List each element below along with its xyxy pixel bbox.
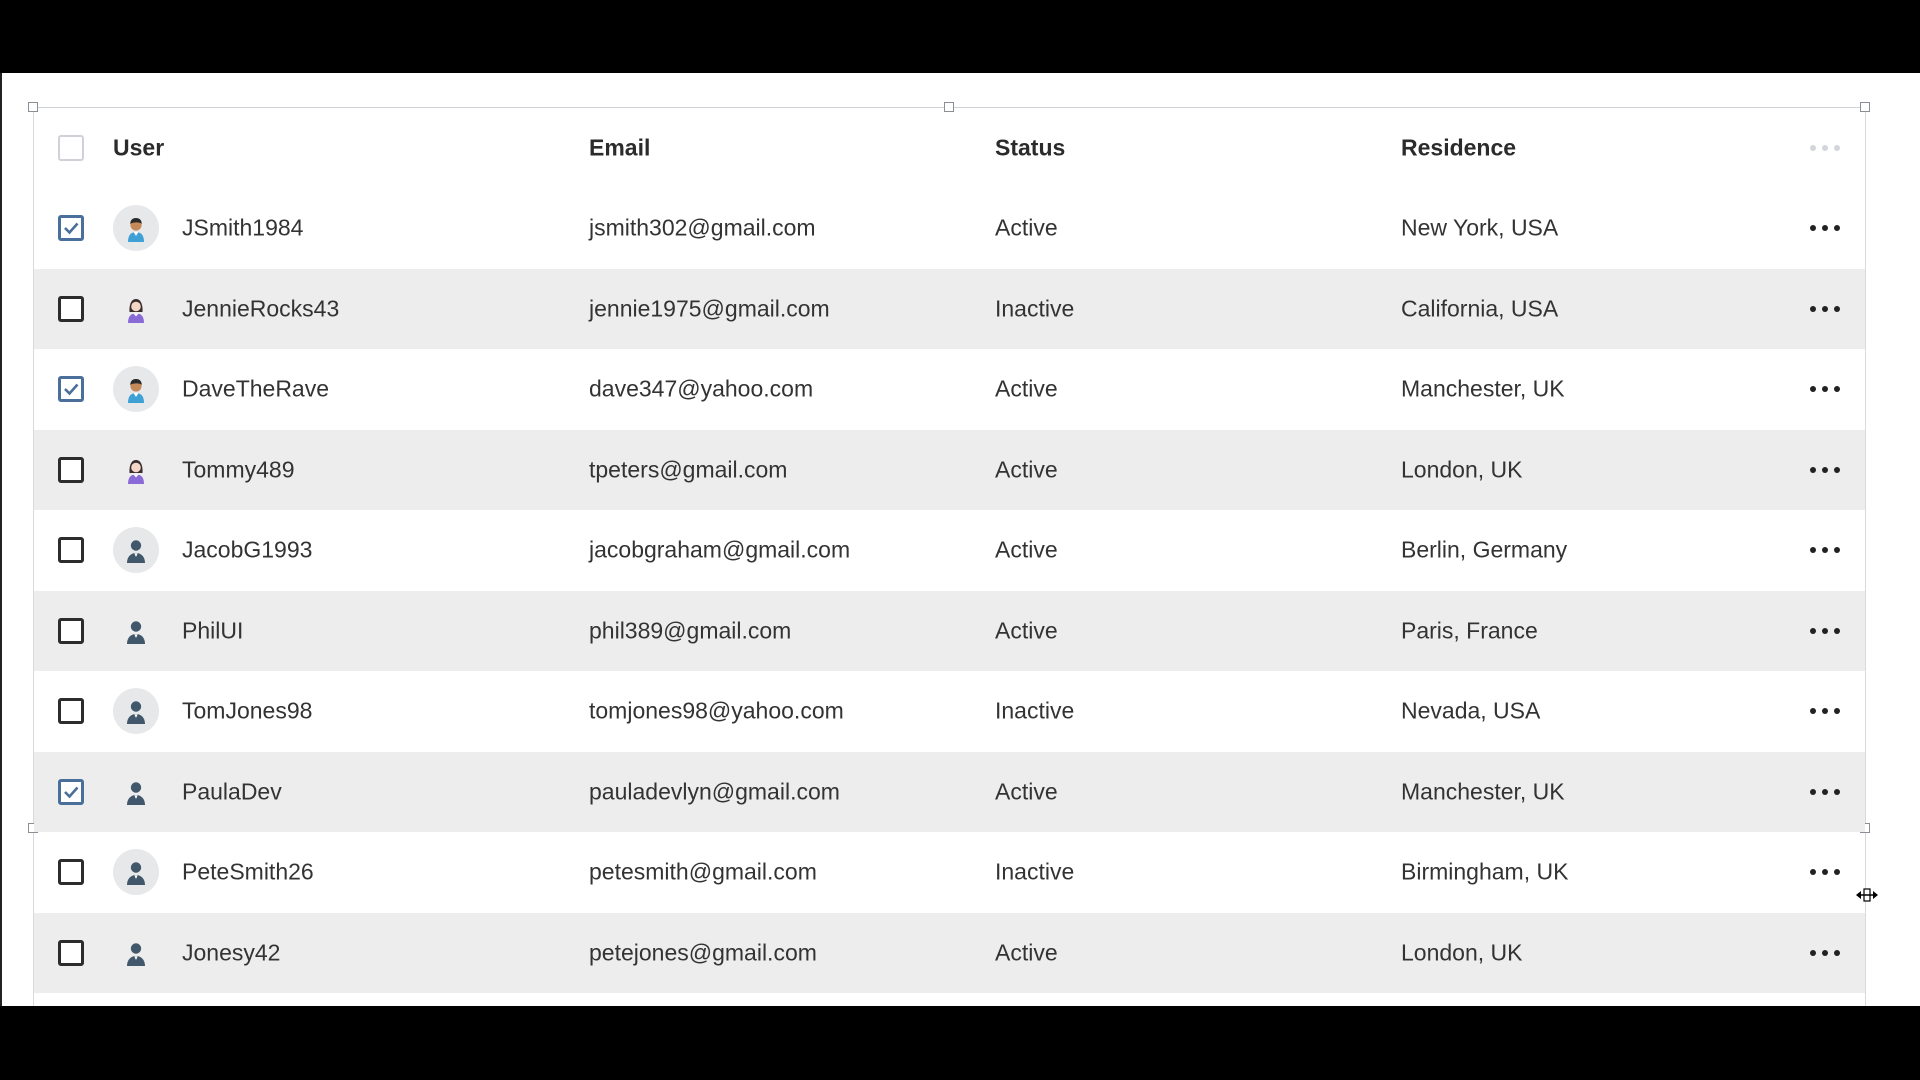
email-cell: phil389@gmail.com <box>589 617 792 644</box>
woman-avatar-icon <box>113 447 159 493</box>
more-options-icon[interactable] <box>1810 948 1840 958</box>
residence-cell: New York, USA <box>1401 214 1559 241</box>
username-cell: PaulaDev <box>182 778 282 805</box>
more-options-icon[interactable] <box>1810 304 1840 314</box>
man-avatar-icon <box>113 366 159 412</box>
more-options-icon[interactable] <box>1810 465 1840 475</box>
status-cell: Inactive <box>995 295 1075 322</box>
row-checkbox[interactable] <box>58 618 84 644</box>
column-header-residence[interactable]: Residence <box>1401 134 1517 161</box>
residence-cell: Birmingham, UK <box>1401 858 1569 885</box>
person-silhouette-icon <box>113 769 159 815</box>
email-cell: jsmith302@gmail.com <box>589 214 816 241</box>
column-header-status[interactable]: Status <box>995 134 1066 161</box>
table-row[interactable] <box>34 269 1865 350</box>
canvas <box>0 73 1920 1006</box>
email-cell: jacobgraham@gmail.com <box>589 536 851 563</box>
username-cell: JennieRocks43 <box>182 295 340 322</box>
residence-cell: London, UK <box>1401 939 1523 966</box>
man-avatar-icon <box>113 205 159 251</box>
column-header-email[interactable]: Email <box>589 134 651 161</box>
residence-cell: Nevada, USA <box>1401 697 1541 724</box>
more-options-icon[interactable] <box>1810 706 1840 716</box>
more-options-icon[interactable] <box>1810 787 1840 797</box>
residence-cell: Paris, France <box>1401 617 1538 644</box>
status-cell: Active <box>995 456 1058 483</box>
email-cell: tpeters@gmail.com <box>589 456 788 483</box>
row-checkbox[interactable] <box>58 698 84 724</box>
person-silhouette-icon <box>113 608 159 654</box>
residence-cell: California, USA <box>1401 295 1559 322</box>
status-cell: Active <box>995 617 1058 644</box>
more-options-icon[interactable] <box>1810 867 1840 877</box>
username-cell: JacobG1993 <box>182 536 313 563</box>
select-all-checkbox[interactable] <box>58 135 84 161</box>
woman-avatar-icon <box>113 286 159 332</box>
row-checkbox[interactable] <box>58 537 84 563</box>
status-cell: Inactive <box>995 858 1075 885</box>
person-silhouette-icon <box>113 849 159 895</box>
person-silhouette-icon <box>113 527 159 573</box>
more-options-icon[interactable] <box>1810 223 1840 233</box>
username-cell: TomJones98 <box>182 697 313 724</box>
status-cell: Active <box>995 939 1058 966</box>
header-more-options-icon[interactable] <box>1810 143 1840 153</box>
more-options-icon[interactable] <box>1810 626 1840 636</box>
column-header-user[interactable]: User <box>113 134 165 161</box>
more-options-icon[interactable] <box>1810 384 1840 394</box>
status-cell: Active <box>995 375 1058 402</box>
username-cell: Tommy489 <box>182 456 295 483</box>
status-cell: Active <box>995 214 1058 241</box>
status-cell: Active <box>995 778 1058 805</box>
email-cell: pauladevlyn@gmail.com <box>589 778 840 805</box>
row-checkbox[interactable] <box>58 779 84 805</box>
email-cell: dave347@yahoo.com <box>589 375 814 402</box>
table-row[interactable] <box>34 671 1865 752</box>
table-row[interactable] <box>34 832 1865 913</box>
table-header-row <box>34 108 1865 188</box>
username-cell: DaveTheRave <box>182 375 330 402</box>
email-cell: petesmith@gmail.com <box>589 858 817 885</box>
row-checkbox[interactable] <box>58 940 84 966</box>
username-cell: JSmith1984 <box>182 214 304 241</box>
row-checkbox[interactable] <box>58 859 84 885</box>
residence-cell: Manchester, UK <box>1401 778 1565 805</box>
status-cell: Inactive <box>995 697 1075 724</box>
row-checkbox[interactable] <box>58 376 84 402</box>
users-table <box>34 108 1865 993</box>
horizontal-resize-cursor-icon <box>1855 887 1879 903</box>
residence-cell: London, UK <box>1401 456 1523 483</box>
table-row[interactable] <box>34 591 1865 672</box>
table-row[interactable] <box>34 752 1865 833</box>
row-checkbox[interactable] <box>58 215 84 241</box>
status-cell: Active <box>995 536 1058 563</box>
residence-cell: Berlin, Germany <box>1401 536 1568 563</box>
email-cell: jennie1975@gmail.com <box>589 295 830 322</box>
username-cell: Jonesy42 <box>182 939 281 966</box>
row-checkbox[interactable] <box>58 296 84 322</box>
email-cell: petejones@gmail.com <box>589 939 817 966</box>
residence-cell: Manchester, UK <box>1401 375 1565 402</box>
table-row[interactable] <box>34 913 1865 994</box>
email-cell: tomjones98@yahoo.com <box>589 697 844 724</box>
table-row[interactable] <box>34 349 1865 430</box>
person-silhouette-icon <box>113 688 159 734</box>
table-row[interactable] <box>34 430 1865 511</box>
username-cell: PhilUI <box>182 617 244 644</box>
more-options-icon[interactable] <box>1810 545 1840 555</box>
table-row[interactable] <box>34 510 1865 591</box>
username-cell: PeteSmith26 <box>182 858 314 885</box>
selection-frame-right-edge <box>1865 107 1866 1006</box>
person-silhouette-icon <box>113 930 159 976</box>
row-checkbox[interactable] <box>58 457 84 483</box>
table-row[interactable] <box>34 188 1865 269</box>
